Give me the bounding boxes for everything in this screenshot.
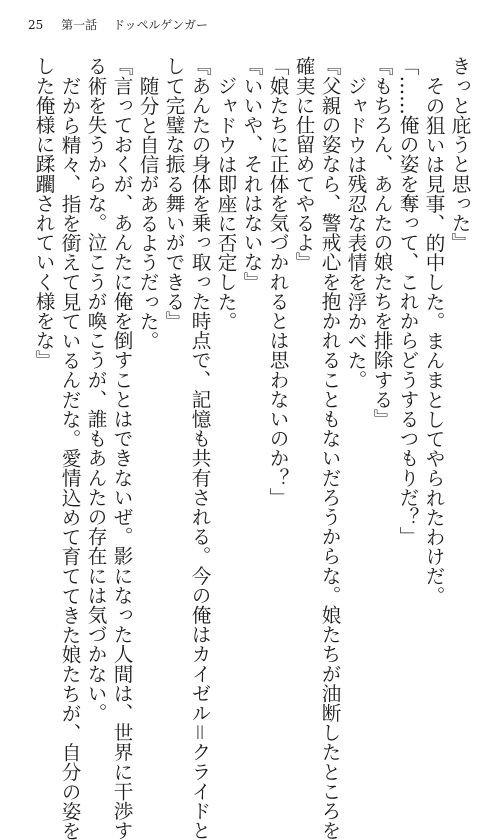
text-line: 「……俺の姿を奪って、これからどうするつもりだ？」 (396, 56, 419, 546)
text-line: 『もちろん、あんたの娘たちを排除する』 (370, 56, 393, 429)
text-line: 確実に仕留めてやるよ』 (292, 56, 315, 272)
text-line: 『あんたの身体を乗っ取った時点で、記憶も共有される。今の俺はカイゼル＝クライドと (188, 56, 211, 840)
chapter-label: 第一話 (61, 18, 98, 32)
text-line: ジャドウは残忍な表情を浮かべた。 (344, 75, 367, 390)
body-text (30, 56, 472, 840)
chapter-title: ドッペルゲンガー (112, 18, 208, 32)
text-line: きっと庇うと思った』 (448, 56, 471, 252)
text-line: だから精々、指を銜えて見ているんだな。愛情込めて育ててきた娘たちが、自分の姿を (58, 75, 81, 840)
text-line: 『言っておくが、あんたに俺を倒すことはできないぜ。影になった人間は、世界に干渉す (110, 56, 133, 840)
text-line: して完璧な振る舞いができる』 (162, 56, 185, 331)
text-line: その狙いは見事、的中した。まんまとしてやられたわけだ。 (422, 75, 445, 605)
text-line: 「娘たちに正体を気づかれるとは思わないのか？」 (266, 56, 289, 507)
text-line: 随分と自信があるようだった。 (136, 75, 159, 350)
page-number: 25 (28, 18, 44, 32)
text-line: ジャドウは即座に否定した。 (214, 75, 237, 331)
text-line: した俺様に蹂躙されていく様をな』 (32, 56, 55, 370)
page-header (28, 18, 208, 32)
text-line: 『いいや、それはないな』 (240, 56, 263, 292)
text-line: 『父親の姿なら、警戒心を抱かれることもないだろうからな。娘たちが油断したところを (318, 56, 341, 840)
text-line: る術を失うからな。泣こうが喚こうが、誰もあんたの存在には気づかない。 (84, 56, 107, 723)
